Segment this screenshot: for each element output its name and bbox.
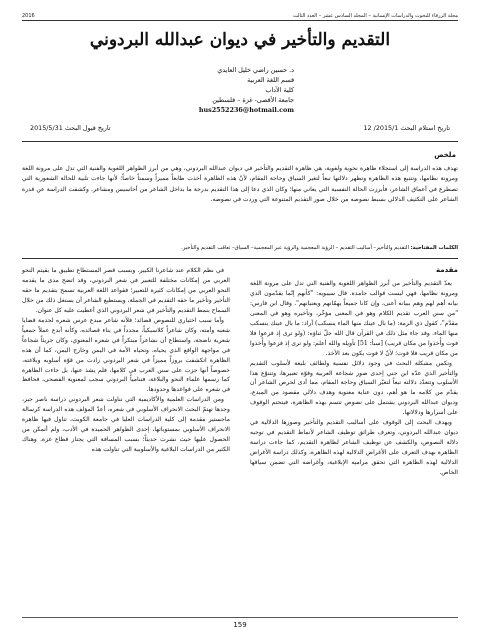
keywords-label: الكلمات المفتاحية: <box>410 245 458 251</box>
divider-top <box>22 141 458 142</box>
keywords <box>22 245 458 251</box>
footer-rule <box>22 617 458 618</box>
abstract-text: تهدف هذه الدراسة إلى استجلاء ظاهرة نحوية ولغوية، هي ظاهرة التقديم والتأخير في ديوان عبدالله البردوني، وهي من أبرز الظواهر اللغوية والفنية التي تدل على مرونة اللغة ومرونة نظامها، وتتتبع هذه الظاهرة وتظهر دلالتها تبعاً لتغير السياق وحاجة المقام، لأنّ هذه الظاهرة أخذت طابعاً مميزاً وسمتاً خاصاً؛ لأنها جاءت تلبية للحالة الشعورية التي تصطرع في أعماق الشاعر، فأبرزت الحالة النفسية التي يعاني منها؛ وكان الذي دعا إلى هذا التقديم بدرجة ما بداخل الشاعر من أحاسيس ومشاعر. وكشفت الدراسة عن قدرة الشاعر على التكثيف الدلالي بسبط نصوصه من خلال صور التقديم المتنوعة التي وردت في نصوصه. <box>22 165 458 204</box>
received-date: تاريخ استلام البحث 2015/1/ 12 <box>363 124 450 132</box>
introduction-heading: مقدمة <box>436 266 458 274</box>
dates-row <box>30 124 450 132</box>
paper-title: التقديم والتأخير في ديوان عبدالله البردوني <box>89 30 391 50</box>
author-block <box>199 65 294 115</box>
intro-paragraph-1: يعدّ التقديم والتأخير من أبرز الظواهر اللغوية والفنية التي تدل على مرونة اللغة ومرونة نظامها، فهي ليست قوالب جامدة. قال سيبويه: "كأنهم إنّما يقدّمون الذي بيانه أهم لهم وهم ببيانه أعنى، وإن كانا جميعاً يهمّانهم ويعنيانهم". وقال ابن فارس: "من سنن العرب تقديم الكلام وهو في المعنى مؤخّر، وتأخيره وهو في المعنى مقدّم"، كقول ذي الرمة: (ما بال عينك منها الماء ينسكب) أراد: ما بال عينك ينسكب منها الماء. وقد جاء مثل ذلك في القرآن قال الله جلّ ثناؤه: (ولو ترى إذ فزعوا فلا فوت وأُخذوا من مكان قريب) [سبأ: 51] تأويله والله أعلم: ولو ترى إذ فزعوا وأُخذوا من مكان قريب فلا فوت؛ لأنّ لا فوت يكون بعد الأخذ. <box>250 279 458 357</box>
journal-header <box>22 9 458 21</box>
keywords-text: التقديم والتأخير– أساليب التقديم – الرؤية المعجمية والرؤية عبر المعجمية– السياق– تعاقب التقديم والتأخير. <box>181 245 409 251</box>
left-paragraph-3: ومن الدراسات العلمية والأكاديمية التي تناولت شعر البردوني دراسة ناصر جبر، وجدها تهتمّ البحث الانحراف الأسلوبي في شعره، أعدّ المؤلف هذه الدراسة كرسالة ماجستير مقدمة إلى كلية الدراسات العليا في جامعة الكويت، تناول فيها ظاهرة الانحراف الأسلوبي بمستوياتها، إحدى الظواهر الحميدة في الأدب، ولم أتمكن من الحصول عليها حيث نشرت حديثاً؛ بسبب المسافة التي يجتاز قطاع غزة. وهناك الكثير من الدراسات البلاغية والأسلوبية التي تناولت هذه <box>22 396 230 454</box>
left-column <box>22 266 230 455</box>
author-department: قسم اللغة العربية <box>247 76 294 84</box>
right-column <box>250 266 458 478</box>
divider-bottom <box>22 258 458 259</box>
intro-paragraph-3: ويهدف البحث إلى الوقوف على أساليب التقديم والتأخير وصورها الدلالية في ديوان عبدالله البردوني، وتعرف طرائق توظيف الشاعر لأنماط التقديم في توجيه دلالة النصوص، والكشف عن توظيف الشاعر لظاهرة التقديم، كما جاءت دراسة الظاهرة بهدف التعرف على الأغراض الدلالية لهذه الظاهرة، وكذلك دراسة الأغراض الدلالية لهذه الظاهرة التي تحقق مراميه الإبلاغية، وأغراضه التي تضمن سياقها الخاص. <box>250 419 458 477</box>
left-paragraph-2: وأما سبب اختياري للنصوص قصائد؛ فلأنه شاعر مبدع عرس شعره لحدمة قضايا شعبه وأمته، وكان شاعراً كلاسيكياً، مجدداً في بناء قصائده، وكأنه أبدع عملاً جمعياً شعرية ناضجة، واستطاع أن نشاعراً مبتكراً في شعره المعنوي، وكان جريئاً شجاعاً في مواجهة الواقع الذي يحياه، وتحياه الأمة في اليمن وخارج اليمن، كما أن هذه الظاهرة اتكشفت بروزاً مميزاً في شعر البردوني زادت من قوّة أسلوبه وبلاغته، خصوصاً أنها جزت على سنن العرب في كلامها، فلم يشذ عنها، بل جاءت الظاهرة كما رسمها علماء النحو والبلاغة، فتنامياً البردوني سجب لمعنوية الفصحى، فحافظ في شعره على قواعدها وحدودها. <box>22 316 230 394</box>
author-faculty: كلية الآداب <box>265 86 294 94</box>
author-university: جامعة الأقصى- غزة – فلسطين <box>212 96 294 104</box>
left-paragraph-1: في نظم الكلام عند شاعرنا الكبير. وبسبب قصر المستطاع تطبيق ما بقيتم النحو العربي من إمكانات مختلفة للتعبير في شعر البردوني، وقد اتضح مدى ما يقدمه النحو العربي من إمكانات كثيرة للتعبير؛ فقواعد اللغة العربية تسمح بتقديم ما حقه التأخير وتأخير ما حقه التقديم في الجملة، ويستطيع الشاعر أن يستغل ذلك من خلال السماح بنمط التقديم والتأخير في شعر البردوني الذي أعطيت عليه كل عنوان. <box>22 267 230 314</box>
accepted-date: تاريخ قبول البحث 2015/5/31 <box>30 124 111 132</box>
page-number: 159 <box>233 621 247 629</box>
journal-header-year: 2016 <box>22 13 35 19</box>
author-email[interactable]: hus2552236@hotmail.com <box>198 106 294 114</box>
intro-paragraph-2: وتكمن مشكلة البحث في وجود دلائل نفسية ولطائف بليغة لأسلوب التقديم والتأخير الذي عدّه ابن جني إحدى صور شجاعة العربية وقوّة تعبيرها، وتتنوّع هذا الأسلوب وتتعدّد دلالته تبعاً لتغيّر السياق وحاجة المقام، مما أدى لحرص الشاعر أن يقدّم من كلامه ما هو أهم، دون عناية معنوية وهدف دلالي مقصود من المبدع، وديوان عبدالله البردوني يشتمل على نصوص تتسم بهذه الظاهرة، فيتحتم الوقوف على أسرارها ودلالاتها. <box>250 359 458 417</box>
abstract-heading: ملخص <box>434 151 456 159</box>
journal-header-name: مجلة الزرقاء للبحوث والدراسات الإنسانية – المجلد السادس عشر – العدد الثالث <box>293 13 458 19</box>
author-name: د. حسين راضي خليل العايدي <box>217 66 294 74</box>
